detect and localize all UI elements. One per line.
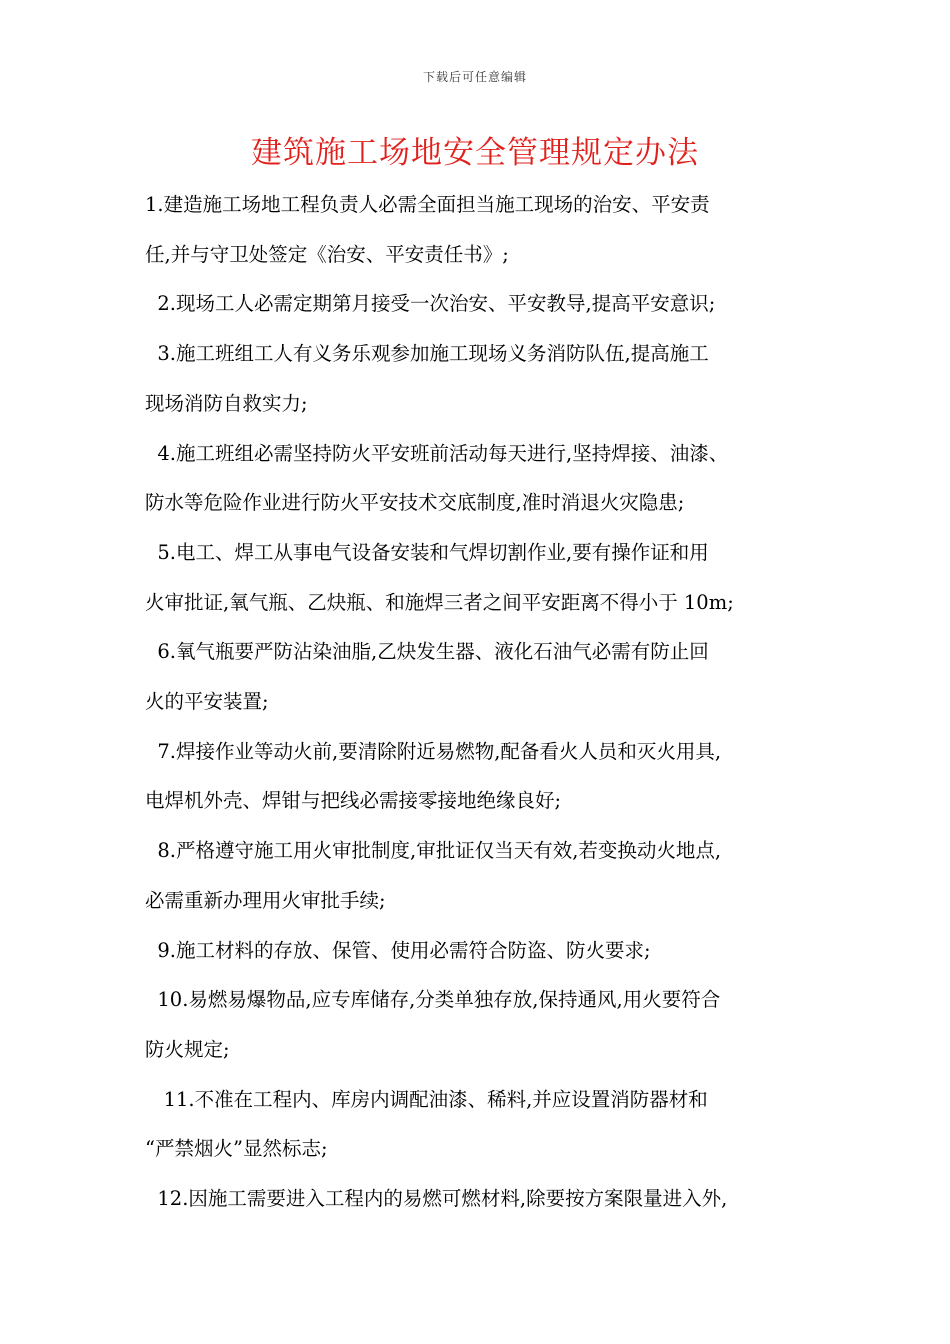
paragraph-10 (145, 975, 815, 1074)
paragraph-line: 12.因施工需要进入工程内的易燃可燃材料,除要按方案限量进入外, (145, 1187, 728, 1211)
paragraph-line: 4.施工班组必需坚持防火平安班前活动每天进行,坚持焊接、油漆、 (145, 441, 729, 465)
paragraph-line: 必需重新办理用火审批手续; (145, 888, 386, 912)
paragraph-line: 火审批证,氧气瓶、乙炔瓶、和施焊三者之间平安距离不得小于 10m; (145, 590, 734, 614)
paragraph-line: 7.焊接作业等动火前,要清除附近易燃物,配备看火人员和灭火用具, (145, 739, 722, 763)
paragraph-5 (145, 528, 815, 627)
paragraph-line: 电焊机外壳、焊钳与把线必需接零接地绝缘良好; (145, 789, 562, 813)
paragraph-9 (145, 926, 815, 976)
paragraph-line: 5.电工、焊工从事电气设备安装和气焊切割作业,要有操作证和用 (145, 540, 709, 564)
paragraph-1 (145, 180, 815, 279)
paragraph-line: 任,并与守卫处签定《治安、平安责任书》; (145, 242, 509, 266)
paragraph-line: 11.不准在工程内、库房内调配油漆、稀料,并应设置消防器材和 (145, 1087, 708, 1111)
paragraph-4 (145, 429, 815, 528)
header-note: 下载后可任意编辑 (422, 70, 527, 84)
paragraph-line: “严禁烟火”显然标志; (145, 1137, 328, 1161)
paragraph-line: 6.氧气瓶要严防沾染油脂,乙炔发生器、液化石油气必需有防止回 (145, 640, 709, 664)
paragraph-line: 1.建造施工场地工程负责人必需全面担当施工现场的治安、平安责 (145, 193, 710, 216)
paragraph-8 (145, 826, 815, 925)
paragraph-line: 10.易燃易爆物品,应专库储存,分类单独存放,保持通风,用火要符合 (145, 988, 721, 1012)
paragraph-line: 2.现场工人必需定期第月接受一次治安、平安教导,提高平安意识; (145, 292, 716, 316)
paragraph-line: 3.施工班组工人有义务乐观参加施工现场义务消防队伍,提高施工 (145, 342, 709, 366)
paragraph-2 (145, 279, 815, 329)
paragraph-line: 防火规定; (145, 1037, 230, 1061)
paragraph-6 (145, 627, 815, 726)
paragraph-3 (145, 329, 815, 428)
document-title: 建筑施工场地安全管理规定办法 (251, 135, 699, 171)
paragraph-line: 防水等危险作业进行防火平安技术交底制度,准时消退火灾隐患; (145, 491, 685, 515)
paragraph-line: 现场消防自救实力; (145, 391, 308, 415)
paragraph-line: 火的平安装置; (145, 690, 269, 714)
paragraph-line: 8.严格遵守施工用火审批制度,审批证仅当天有效,若变换动火地点, (145, 839, 722, 863)
paragraph-line: 9.施工材料的存放、保管、使用必需符合防盗、防火要求; (145, 938, 651, 962)
paragraph-7 (145, 727, 815, 826)
paragraph-12 (145, 1174, 815, 1224)
paragraph-11 (145, 1075, 815, 1174)
document-body (145, 180, 815, 1224)
